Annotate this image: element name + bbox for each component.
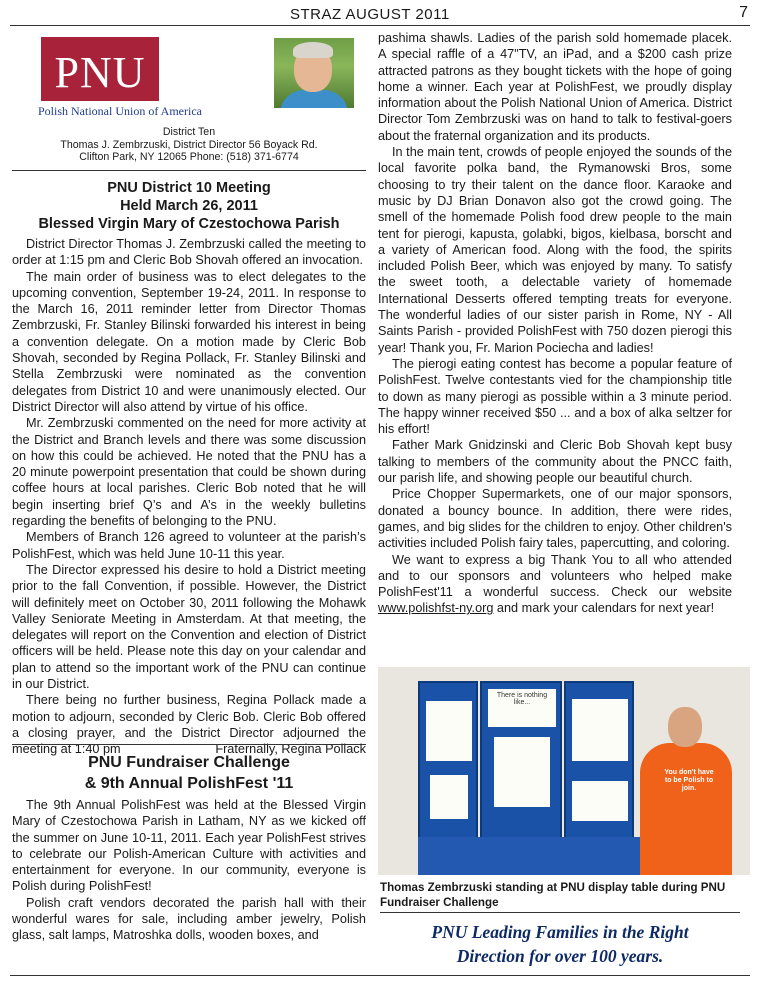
- publication-title: STRAZ AUGUST 2011: [290, 6, 450, 23]
- divider: [12, 744, 366, 745]
- article-district-meeting: [12, 179, 366, 758]
- board-headline: There is nothing like...: [488, 689, 556, 727]
- pnu-logo-text: PNU: [54, 48, 146, 97]
- pnu-slogan: PNU Leading Families in the Right Direction for over 100 years.: [431, 922, 689, 966]
- district-address: Clifton Park, NY 12065 Phone: (518) 371-6774: [79, 151, 299, 163]
- article-headline: PNU Fundraiser Challenge & 9th Annual PolishFest '11: [84, 754, 294, 792]
- person-shirt: [640, 743, 732, 875]
- signoff: Fraternally, Regina Pollack: [215, 742, 366, 757]
- pnu-logo-subtitle: Polish National Union of America: [38, 104, 202, 118]
- divider: [12, 170, 366, 171]
- article-polishfest: [12, 752, 366, 944]
- pnu-logo: [41, 37, 159, 101]
- article-body: The 9th Annual PolishFest was held at the Blessed Virgin Mary of Czestochowa Parish in Latham, NY as we kicked off the summer on June 10-11, 2011. Each year PolishFest strives to celebrate our Polish-American Culture with activities and entertainment for everyone. In our community, everyone is Polish during PolishFest! Polish craft vendors decorated the parish hall with their wonderful wares for sale, including amber jewelry, Polish glass, salt lamps, Matroshka dolls, wooden boxes, and: [12, 798, 366, 943]
- photo-caption: Thomas Zembrzuski standing at PNU display table during PNU Fundraiser Challenge: [380, 881, 726, 909]
- district-name: District Ten: [162, 126, 216, 138]
- page-footer-rule: [10, 975, 750, 976]
- article-body: District Director Thomas J. Zembrzuski called the meeting to order at 1:15 pm and Cleric Bob Shovah offered an invocation. The main order of business was to elect delegates to the upcoming convention, September 19-24, 2011. In response to the March 16, 2011 reminder letter from Director Thomas Zembrzuski, Fr. Stanley Bilinski forwarded his interest in being a convention delegate. On a motion made by Cleric Bob Shovah, seconded by Regina Pollack, Fr. Stanley Bilinski and Stella Zembrzuski were nominated as the convention delegates from District 10 and were unanimously elected. Our District Director will also attend by virtue of his office. Mr. Zembrzuski commented on the need for more activity at the District and Branch levels and there was some discussion on how this could be achieved. He noted that the PNU has a 20 minute powerpoint presentation that could be shown during coffee hours at local parishes. Cleric Bob noted that he will begin inserting brief Q’s and A’s in the weekly bulletins regarding the benefits of belonging to the PNU. Members of Branch 126 agreed to volunteer at the parish’s PolishFest, which was held June 10-11 this year. The Director expressed his desire to hold a District meeting prior to the fall Convention, if possible. However, the District will definitely meet on October 30, 2011 following the Mohawk Valley Seniorate Meeting in Amsterdam. At that meeting, the delegates will report on the Convention and election of District officers will be held. Please note this day on your calendar and plan to attend so the important work of the PNU can continue in our District. There being no further business, Regina Pollack made a motion to adjourn, seconded by Cleric Bob. Cleric Bob offered a closing prayer, and the District Director adjourned the meeting at 1:40 pm Fraternally, Regina Pollack: [12, 237, 366, 757]
- right-column: [378, 30, 732, 617]
- website-link[interactable]: www.polishfst-ny.org: [378, 601, 494, 616]
- article-body-continued: pashima shawls. Ladies of the parish sold homemade placek. A special raffle of a 47"TV, an iPad, and a $200 cash prize attracted patrons as they bought tickets with the hope of going home a winner. Each year at PolishFest, we proudly display information about the Polish National Union of America. District Director Tom Zembrzuski was on hand to talk to festival-goers about the fraternal organization and its products. In the main tent, crowds of people enjoyed the sounds of the local favorite polka band, the Rymanowski Bros, some choosing to try their talent on the dance floor. Karaoke and music by DJ Brian Donavon also got the crowd going. The smell of the homemade Polish food drew people to the main tent for pierogi, kapusta, golabki, bigos, kielbasa, borscht and a variety of American food. Along with the food, the spirits included Polish Beer, which was enjoyed by many. To satisfy the sweet tooth, a delectable variety of homemade International Desserts offered tempting treats for everyone. The wonderful ladies of our sister parish in Rome, NY - All Saints Parish - provided PolishFest with 750 dozen pierogi this year! Thank you, Fr. Marion Pociecha and ladies! The pierogi eating contest has become a popular feature of PolishFest. Twelve contestants vied for the championship title to down as many pierogi as possible within a 3 minute period. The happy winner received $50 ... and a box of alka seltzer for his effort! Father Mark Gnidzinski and Cleric Bob Shovah kept busy talking to members of the community about the PNCC faith, our parish life, and showing people our beautiful church. Price Chopper Supermarkets, one of our major sponsors, donated a bouncy bounce. In addition, there were rides, games, and big slides for the children to enjoy. Other children's activities included Polish fairy tales, papercutting, and coloring. We want to express a big Thank You to all who attended and to our sponsors and volunteers who helped make PolishFest'11 a wonderful success. Check our website www.polishfst-ny.org and mark your calendars for next year!: [378, 31, 732, 616]
- shirt-text: You don't have to be Polish to join.: [664, 769, 714, 792]
- director-portrait: [274, 38, 354, 108]
- person-head: [668, 707, 702, 747]
- district-info: [12, 126, 366, 164]
- page-number: 7: [739, 4, 748, 21]
- district-director: Thomas J. Zembrzuski, District Director 56 Boyack Rd.: [60, 138, 318, 151]
- article-headline: PNU District 10 Meeting Held March 26, 2011 Blessed Virgin Mary of Czestochowa Parish: [38, 180, 340, 232]
- divider: [380, 912, 740, 913]
- left-column: [12, 30, 366, 943]
- page-header: [10, 2, 750, 26]
- display-table-photo: [378, 667, 750, 875]
- district-masthead: [12, 30, 366, 170]
